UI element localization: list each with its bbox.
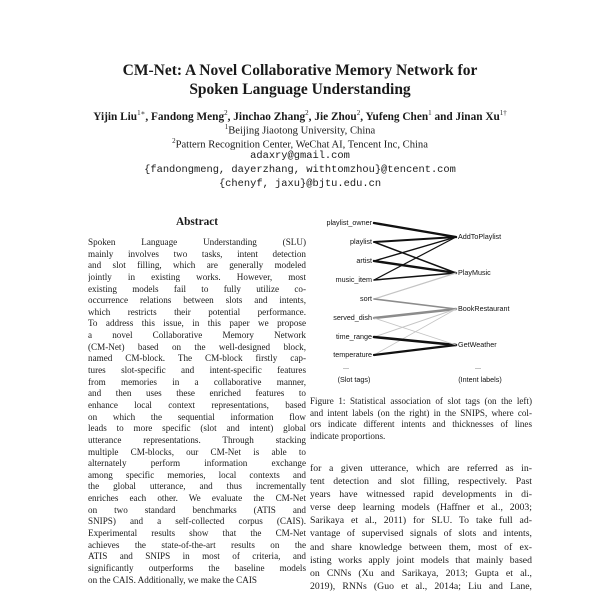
abstract-line: To address this issue, in this paper we propose xyxy=(88,318,306,329)
body-line: on CNNs (Xu and Sarikaya, 2013; Gupta et al., xyxy=(310,567,532,579)
figure-labels xyxy=(326,218,509,384)
title-line-1: CM-Net: A Novel Collaborative Memory Network for xyxy=(122,62,478,79)
author-sep: , xyxy=(227,110,234,123)
abstract-line: enhance local context representations, based xyxy=(88,399,306,410)
caption-line: indicate proportions. xyxy=(310,430,386,441)
abstract-line: among specific memories, local contexts and xyxy=(88,469,306,480)
abstract-line: multiple CM-blocks, our CM-Net is able to xyxy=(88,446,306,457)
caption-line: ors indicate different intents and thicknesses of lines xyxy=(310,419,532,429)
slot-tag-label: playlist xyxy=(350,236,372,246)
author-sep: , xyxy=(145,110,151,123)
author-sep: and xyxy=(431,110,456,123)
slot-tag-label: temperature xyxy=(333,349,372,359)
body-line: years have witnessed rapid developments in di- xyxy=(310,489,532,501)
abstract-line: (CM-Net) based on the well-designed block, xyxy=(88,341,306,352)
email-line-1: adaxry@gmail.com xyxy=(250,150,350,162)
abstract-line: jointly in existing works. However, most xyxy=(88,271,306,282)
body-line: vantage of supervised signals of slots and intents, xyxy=(310,528,532,540)
abstract-line: leads to more specific (slot and intent) global xyxy=(88,423,306,434)
slot-tags-caption: (Slot tags) xyxy=(337,374,371,384)
slot-tag-label: served_dish xyxy=(333,312,372,322)
abstract-line: the global utterance, and thus incrementally xyxy=(88,481,306,492)
intent-label: PlayMusic xyxy=(458,267,491,277)
abstract-line: a novel Collaborative Memory Network xyxy=(88,330,306,341)
slot-tag-label: music_item xyxy=(335,274,372,284)
body-line: and share knowledge between them, most of ex- xyxy=(310,541,532,553)
author-sup: 1† xyxy=(499,109,507,117)
slot-intent-figure xyxy=(310,212,542,392)
abstract-line: named CM-block. The CM-block firstly cap- xyxy=(88,353,306,364)
association-line xyxy=(374,223,456,237)
body-line: verse deep learning models (Haffner et al., 2003; xyxy=(310,502,532,514)
slot-tag-label: playlist_owner xyxy=(326,217,372,227)
body-line: for a given utterance, which are referred as in- xyxy=(310,463,532,474)
abstract-heading: Abstract xyxy=(175,216,219,228)
abstract-line: on the CAIS. Additionally, we make the CAIS xyxy=(88,574,257,585)
author-name: Yijin Liu xyxy=(93,110,138,123)
author-name: Yufeng Chen xyxy=(365,110,429,123)
abstract-line: on two standard benchmarks (ATIS and xyxy=(88,504,306,515)
intent-label: AddToPlaylist xyxy=(458,231,502,241)
abstract-line: enriches each other. We evaluate the CM-Net xyxy=(88,493,306,504)
abstract-line: on which the sequential information flow xyxy=(88,411,306,422)
figure-caption xyxy=(310,396,532,442)
email-line-3: {chenyf, jaxu}@bjtu.edu.cn xyxy=(218,178,382,190)
abstract-line: Experimental results show that the CM-Net xyxy=(88,528,306,539)
author-sup: 2 xyxy=(305,109,309,117)
affiliation-text: Pattern Recognition Center, WeChat AI, Tencent Inc, China xyxy=(175,139,428,151)
affiliation-sup: 1 xyxy=(224,123,229,131)
abstract-line: achieves the state-of-the-art results on the xyxy=(88,539,306,550)
abstract-line: mainly involves two tasks, intent detection xyxy=(88,248,306,259)
body-text xyxy=(310,462,532,593)
body-line: tent detection and slot filling, respectively. Past xyxy=(310,476,532,488)
author-name: Fandong Meng xyxy=(150,110,225,123)
abstract-line: occurrence relations between slots and intents, xyxy=(88,295,306,306)
association-line xyxy=(374,299,456,309)
author-name: Jie Zhou xyxy=(314,110,357,123)
abstract-line: and then uses these enriched features to xyxy=(88,388,306,399)
author-name: Jinchao Zhang xyxy=(233,110,306,123)
abstract-line: existing models fail to fully utilize co- xyxy=(88,283,306,294)
author-sup: 1 xyxy=(428,109,432,117)
body-line: isting works apply joint models that mainly based xyxy=(310,554,532,566)
abstract-line: significantly outperforms the baseline models xyxy=(88,562,306,573)
email-line-2: {fandongmeng, dayerzhang, withtomzhou}@tencent.com xyxy=(144,164,456,176)
author-sep: , xyxy=(308,110,315,123)
abstract-line: utterance representations. Through stacking xyxy=(88,434,306,445)
abstract-body xyxy=(88,237,306,586)
abstract-line: ATIS and SNIPS in most of criteria, and xyxy=(88,551,306,562)
intent-labels-caption: (Intent labels) xyxy=(458,374,502,384)
slot-tag-label: time_range xyxy=(336,331,372,341)
abstract-line: tures slot-specific and intent-specific features xyxy=(88,365,306,376)
title-line-2: Spoken Language Understanding xyxy=(189,81,411,98)
affiliation-text: Beijing Jiaotong University, China xyxy=(228,125,376,137)
author-sep: , xyxy=(360,110,366,123)
caption-line: Figure 1: Statistical association of slot tags (on the left) xyxy=(310,396,532,406)
paper-title xyxy=(0,61,600,99)
abstract-line: alternately perform information exchange xyxy=(88,458,306,469)
affiliation-sup: 2 xyxy=(172,137,176,145)
slot-ellipsis: ... xyxy=(343,361,349,371)
author-sup: 2 xyxy=(356,109,361,117)
author-name: Jinan Xu xyxy=(455,110,500,123)
slot-tag-label: sort xyxy=(360,293,372,303)
author-sup: 1∗ xyxy=(137,109,146,117)
author-sup: 2 xyxy=(224,109,228,117)
abstract-line: and slot filling, which are generally modeled xyxy=(88,260,306,271)
body-line: 2019), RNNs (Guo et al., 2014a; Liu and Lane, xyxy=(310,580,532,592)
body-line: Sarikaya et al., 2011) for SLU. To take full ad- xyxy=(310,515,532,527)
intent-label: BookRestaurant xyxy=(458,303,510,313)
intent-label: GetWeather xyxy=(458,339,497,349)
abstract-line: SNIPS) and a self-collected corpus (CAIS). xyxy=(88,516,306,527)
association-lines xyxy=(374,223,456,355)
association-line xyxy=(374,261,456,273)
intent-ellipsis: ... xyxy=(475,361,481,371)
abstract-line: Spoken Language Understanding (SLU) xyxy=(88,237,306,247)
association-line xyxy=(374,345,456,355)
slot-tag-label: artist xyxy=(356,255,372,265)
abstract-line: from memories in a collaborative manner, xyxy=(88,376,306,387)
caption-line: and intent labels (on the right) in the SNIPS, where col- xyxy=(310,407,532,418)
abstract-line: which restricts their potential performance. xyxy=(88,306,306,317)
